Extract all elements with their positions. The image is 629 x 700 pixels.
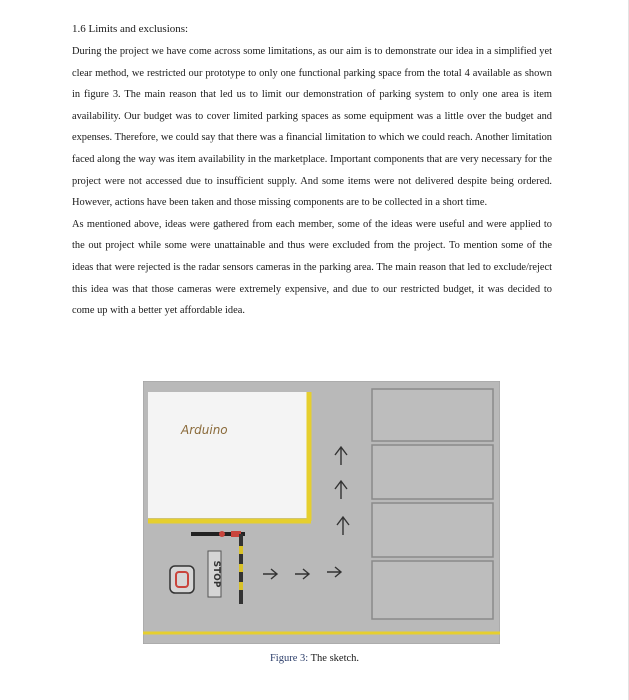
figure-sketch [143, 381, 500, 644]
parking-slots [372, 389, 493, 619]
paragraph-excluded-ideas: As mentioned above, ideas were gathered from each member, some of the ideas were useful and were applied to the out project while some were unattainable and thus were excluded from the project. To mention some of the ideas that were rejected is the radar sensors cameras in the parking area. The main reason that led to exclude/reject this idea was that those cameras were extremely expensive, and due to our restricted budget, it was decided to come up with a better yet affordable idea. [72, 218, 552, 317]
arduino-board-area [148, 392, 308, 518]
section-heading: 1.6 Limits and exclusions: [72, 23, 189, 35]
figure-caption [0, 652, 629, 666]
arduino-label: Arduino [181, 423, 228, 437]
document-body [72, 22, 552, 322]
parking-slot-4 [372, 561, 493, 619]
parking-slot-1 [372, 389, 493, 441]
stop-sign-text: STOP [211, 560, 221, 588]
paragraph-limitations: During the project we have come across some limitations, as our aim is to demonstrate our idea in a simplified yet clear method, we restricted our prototype to only one functional parking space from the total 4 available as shown in figure 3. The main reason that led us to limit our demonstration of parking system to only one area is item availability. Our budget was to cover limited parking spaces as some equipment was a little over the budget and expenses. Therefore, we could say that there was a financial limitation to which we could reach. Another limitation faced along the way was item availability in the marketplace. Important components that are very necessary for the project were not accessed due to insufficient supply. And some items were not delivered despite being ordered. However, actions have been taken and those missing components are to be collected in a short time. [72, 46, 552, 209]
figure-caption-label: Figure 3: [269, 653, 309, 664]
figure-caption-text: The sketch. [310, 653, 360, 664]
parking-slot-3 [372, 503, 493, 557]
gate-light [219, 531, 225, 537]
parking-sketch-image [143, 381, 500, 644]
car [170, 566, 194, 593]
parking-slot-2 [372, 445, 493, 499]
